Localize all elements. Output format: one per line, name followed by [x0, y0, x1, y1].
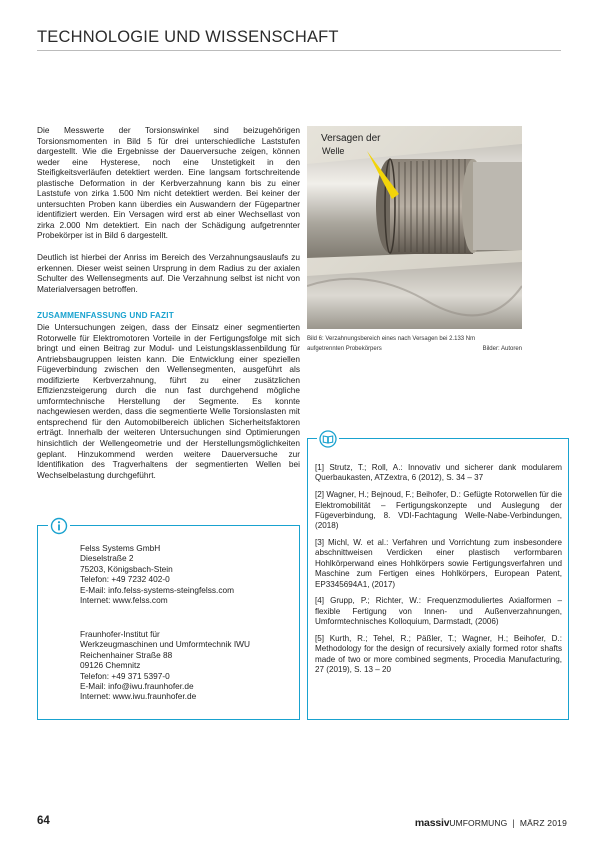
- photo-credit: Bilder: Autoren: [482, 346, 522, 352]
- figure-photo: [307, 126, 522, 329]
- section-title: TECHNOLOGIE UND WISSENSCHAFT: [37, 28, 339, 46]
- footer-separator: |: [512, 818, 515, 829]
- body-paragraph-2: Deutlich ist hierbei der Anriss im Bereich des Verzahnungsauslaufs zu erkennen. Dieser weist seinen Ursprung in dem Radius zu der axialen Schulter des Wellensegments auf. Die Verzahnung selbst ist nicht von Materialversagen betroffen.: [37, 252, 300, 294]
- figure-caption: [307, 334, 522, 354]
- reference-item: [2] Wagner, H.; Bejnoud, F.; Beihofer, D.: Gefügte Rotorwellen für die Elektromobilität – Fertigungskonzepte und Auslegung der Fügeverbindung, 8. VDI-Fachtagung Welle-Nabe-Verbindungen, (2018): [315, 490, 562, 531]
- contact-line: Felss Systems GmbH: [80, 543, 161, 553]
- footer-masthead: [415, 817, 567, 829]
- contact-block-felss: [80, 543, 234, 605]
- issue-date: MÄRZ 2019: [519, 818, 567, 828]
- reference-item: [4] Grupp, P.; Richter, W.: Frequenzmoduliertes Axialformen – flexible Fertigung von Innen- und Außenverzahnungen, Umformtechnisches Kolloquium, Darmstadt, (2006): [315, 596, 562, 627]
- book-icon: [317, 428, 339, 450]
- body-paragraph-1: Die Messwerte der Torsionswinkel sind beizugehörigen Torsionsmomenten in Bild 5 für drei unterschiedliche Laststufen dargestellt. Wie die Ergebnisse der Dauerversuche zeigen, können weder eine Hysterese, noch eine Unstetigkeit in den Steifigkeitsverläufen detektiert werden. Eine langsam fortschreitende plastische Deformation in der Kerbverzahnung kann bis zu einer Laststufe von zirka 1.500 Nm nicht detektiert werden. Bei keiner der untersuchten Proben kann überdies ein Auswandern der Fügepartner identifiziert werden. Ein Versagen wird erst ab einer Wechsellast von zirka 2.000 Nm detektiert. Ein nach der Schädigung aufgetrennter Probekörper ist in Bild 6 dargestellt.: [37, 125, 300, 241]
- caption-line-1: Bild 6: Verzahnungsbereich eines nach Versagen bei 2.133 Nm: [307, 336, 476, 342]
- contact-line: Werkzeugmaschinen und Umformtechnik IWU: [80, 639, 250, 650]
- contact-phone: Telefon: +49 371 5397-0: [80, 670, 170, 681]
- contact-phone: Telefon: +49 7232 402-0: [80, 574, 170, 585]
- reference-item: [5] Kurth, R.; Tehel, R.; Päßler, T.; Wagner, H.; Beihofer, D.: Methodology for the design of recursively axially formed rotor shafts made of two or more combined segments, Procedia Manufacturing, 27 (2019), S. 13 – 20: [315, 633, 562, 675]
- reference-item: [1] Strutz, T.; Roll, A.: Innovativ und sicherer dank modularem Querbaukasten, ATZextra, 6 (2012), S. 34 – 37: [315, 463, 562, 483]
- figure-annotation-line-1: Versagen der: [321, 133, 381, 144]
- figure-annotation-line-2: Welle: [322, 146, 345, 156]
- references-box: [307, 438, 569, 720]
- reference-list: [315, 463, 562, 682]
- contact-website[interactable]: Internet: www.iwu.fraunhofer.de: [80, 691, 197, 702]
- contact-line: 75203, Königsbach-Stein: [80, 563, 173, 574]
- contact-line: Dieselstraße 2: [80, 553, 134, 564]
- magazine-name-part-2: UMFORMUNG: [449, 818, 508, 828]
- info-box: [37, 525, 300, 720]
- magazine-name-part-1: massiv: [414, 817, 450, 829]
- contact-block-fraunhofer: [80, 629, 250, 702]
- contact-line: 09126 Chemnitz: [80, 660, 141, 671]
- contact-email[interactable]: E-Mail: info@iwu.fraunhofer.de: [80, 681, 194, 692]
- contact-website[interactable]: Internet: www.felss.com: [80, 595, 168, 606]
- figure-annotation: [321, 132, 381, 158]
- contact-line: Fraunhofer-Institut für: [80, 629, 160, 639]
- contact-line: Reichenhainer Straße 88: [80, 649, 173, 660]
- reference-item: [3] Michl, W. et al.: Verfahren und Vorrichtung zum insbesondere abschnittweisen Verdicken einer plastisch verformbaren Hohlkörperwand eines Hohlkörpers sowie Fertigungsverfahren und Maschine zum Fertigen eines Hohlkörpers, European Patent, EP3345694A1, (2017): [315, 538, 562, 589]
- contact-email[interactable]: E-Mail: info.felss-systems-steingfelss.com: [80, 584, 234, 595]
- title-rule: [37, 50, 561, 51]
- info-icon: [48, 515, 70, 537]
- body-paragraph-3: Die Untersuchungen zeigen, dass der Einsatz einer segmentierten Rotorwelle für Elektromotoren Vorteile in der Fertigungsfolge mit sich bringt und einen Beitrag zur Modul- und Leistungsklassenbildung für Antriebsbaugruppen leisten kann. Die Entwicklung einer speziellen Fügeverbindung zwischen den Wellensegmenten, ausgeführt als modifizierte Kerbverzahnung, führt zu einer zusätzlichen Effizienzsteigerung durch die nun fast durchgehend mögliche umformtechnische Herstellung der Segmente. Es konnte nachgewiesen werden, dass die segmentierte Welle Torsionslasten mit entsprechend für den Automobilbereich üblichen Sicherheitsfaktoren erträgt. Innerhalb der weiteren Untersuchungen sind Optimierungen hinsichtlich der Wellengeometrie und der Herstellungsmöglichkeiten geplant. Hinzukommend werden weitere Dauerversuche zur Identifikation des Tragverhaltens der segmentierten Wellen bei Wechselbelastung durchgeführt.: [37, 322, 300, 480]
- page-number: 64: [37, 815, 50, 827]
- caption-line-2: aufgetrennten Probekörpers: [307, 346, 382, 352]
- section-subheading: ZUSAMMENFASSUNG UND FAZIT: [37, 311, 174, 320]
